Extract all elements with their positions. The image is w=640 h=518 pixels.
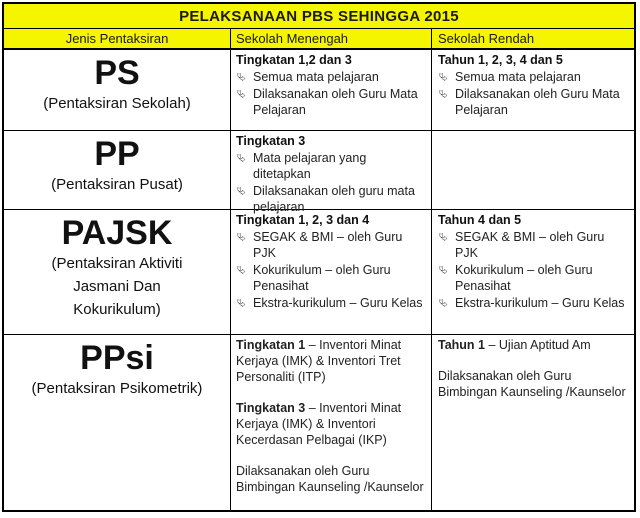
list-item: ⮱ Kokurikulum – oleh Guru Penasihat: [439, 263, 593, 293]
assessment-type-cell: [4, 131, 230, 209]
table-row-pajsk: [4, 210, 634, 335]
assessment-type-cell: [4, 210, 230, 334]
bullet-arrow-icon: ⮱: [439, 232, 448, 244]
assessment-fullname-line-1: (Pentaksiran Aktiviti: [51, 255, 183, 272]
list-item: ⮱ Mata pelajaran yang ditetapkan: [237, 151, 367, 181]
rendah-cell: [432, 335, 634, 510]
bullet-arrow-icon: ⮱: [439, 72, 448, 84]
header-row: [4, 29, 634, 50]
assessment-type-cell: [4, 335, 230, 510]
pbs-table: [2, 2, 636, 512]
menengah-cell: [231, 210, 431, 334]
assessment-abbr: PP: [94, 135, 140, 173]
list-item: ⮱ Ekstra-kurikulum – Guru Kelas: [439, 296, 625, 310]
table-title: PELAKSANAAN PBS SEHINGGA 2015: [4, 4, 634, 29]
assessment-fullname: (Pentaksiran Sekolah): [43, 95, 191, 112]
assessment-fullname-line-2: Jasmani Dan: [73, 278, 161, 295]
list-item: ⮱ Dilaksanakan oleh Guru Mata Pelajaran: [439, 87, 620, 117]
header-sekolah-menengah: Sekolah Menengah: [236, 31, 349, 46]
paragraph-tingkatan-3: Tingkatan 3 – Inventori Minat Kerjaya (IMK) & Inventori Kecerdasan Pelbagai (IKP): [236, 401, 402, 447]
level-label: Tingkatan 1, 2, 3 dan 4: [236, 213, 370, 227]
level-label: Tahun 4 dan 5: [438, 213, 522, 227]
paragraph-tahun-1: Tahun 1 – Ujian Aptitud Am: [438, 338, 591, 352]
list-item: ⮱ Kokurikulum – oleh Guru Penasihat: [237, 263, 391, 293]
assessment-fullname: (Pentaksiran Psikometrik): [31, 380, 203, 397]
table-row-ppsi: [4, 335, 634, 510]
list-item: ⮱ Semua mata pelajaran: [439, 70, 581, 84]
paragraph-tingkatan-1: Tingkatan 1 – Inventori Minat Kerjaya (IMK) & Inventori Tret Personaliti (ITP): [236, 338, 402, 384]
menengah-cell: [231, 335, 431, 510]
assessment-abbr: PAJSK: [61, 214, 173, 252]
header-jenis-pentaksiran: Jenis Pentaksiran: [65, 31, 169, 46]
list-item: ⮱ Dilaksanakan oleh guru mata pelajaran: [237, 184, 415, 214]
column-divider: [230, 29, 231, 510]
level-label: Tahun 1, 2, 3, 4 dan 5: [438, 53, 563, 67]
assessment-fullname-line-3: Kokurikulum): [73, 301, 161, 318]
level-label: Tingkatan 3: [236, 134, 306, 148]
assessment-abbr: PS: [94, 54, 140, 92]
assessment-type-cell: [4, 50, 230, 130]
bullet-arrow-icon: ⮱: [237, 298, 246, 310]
bullet-arrow-icon: ⮱: [237, 72, 246, 84]
level-label: Tingkatan 1,2 dan 3: [236, 53, 352, 67]
assessment-abbr: PPsi: [80, 339, 154, 377]
bullet-arrow-icon: ⮱: [439, 89, 448, 101]
list-item: ⮱ SEGAK & BMI – oleh Guru PJK: [237, 230, 403, 260]
list-item: ⮱ Ekstra-kurikulum – Guru Kelas: [237, 296, 423, 310]
bullet-arrow-icon: ⮱: [237, 232, 246, 244]
bullet-arrow-icon: ⮱: [439, 265, 448, 277]
bullet-arrow-icon: ⮱: [237, 186, 246, 198]
table-row-pp: [4, 131, 634, 214]
column-divider: [431, 29, 432, 510]
bullet-arrow-icon: ⮱: [237, 153, 246, 165]
list-item: ⮱ Dilaksanakan oleh Guru Mata Pelajaran: [237, 87, 418, 117]
rendah-cell-empty: [432, 131, 634, 209]
table-row-ps: [4, 50, 634, 131]
list-item: ⮱ Semua mata pelajaran: [237, 70, 379, 84]
assessment-fullname: (Pentaksiran Pusat): [51, 176, 183, 193]
paragraph-dilaksanakan: Dilaksanakan oleh Guru Bimbingan Kaunseling /Kaunselor: [236, 464, 424, 494]
rendah-cell: [432, 50, 634, 130]
bullet-arrow-icon: ⮱: [237, 265, 246, 277]
bullet-arrow-icon: ⮱: [439, 298, 448, 310]
bullet-arrow-icon: ⮱: [237, 89, 246, 101]
menengah-cell: [231, 50, 431, 130]
paragraph-dilaksanakan: Dilaksanakan oleh Guru Bimbingan Kaunseling /Kaunselor: [438, 369, 626, 399]
menengah-cell: [231, 131, 431, 214]
header-sekolah-rendah: Sekolah Rendah: [438, 31, 535, 46]
rendah-cell: [432, 210, 634, 334]
list-item: ⮱ SEGAK & BMI – oleh Guru PJK: [439, 230, 605, 260]
